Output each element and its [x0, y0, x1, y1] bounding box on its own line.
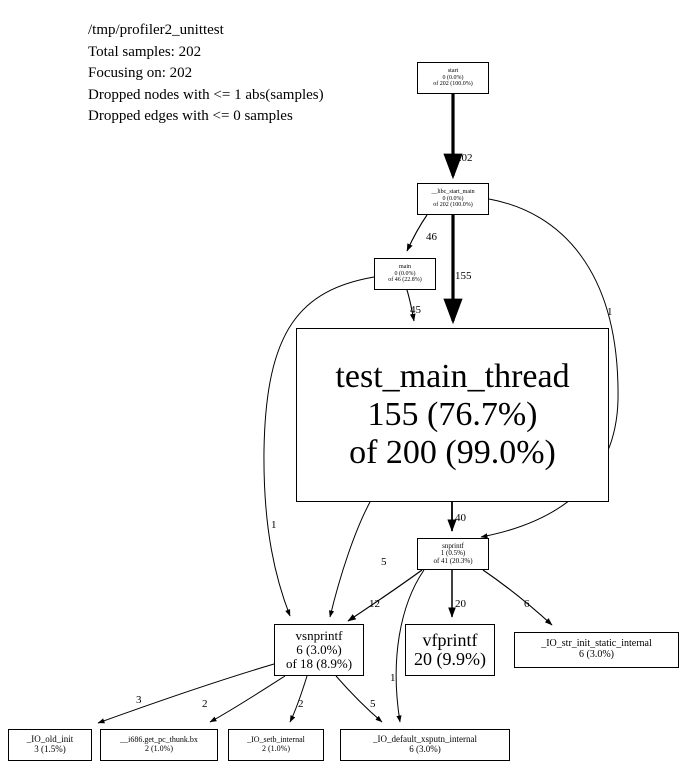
edge-label: 1 [390, 672, 396, 684]
node-vsnprintf[interactable] [274, 624, 364, 676]
node-label: snprintf [442, 541, 464, 550]
node-label: __i686.get_pc_thunk.bx [120, 735, 198, 745]
node-io-str-init-static-internal[interactable] [514, 632, 679, 668]
node-total: of 18 (8.9%) [285, 656, 353, 672]
node-self: 2 (1.0%) [145, 744, 173, 753]
node-io-setb-internal[interactable] [228, 729, 324, 761]
node-io-default-xsputn-internal[interactable] [340, 729, 510, 761]
header-line-total: Total samples: 202 [88, 43, 202, 60]
node-self: 2 (1.0%) [262, 744, 290, 753]
header-line-dropped-nodes: Dropped nodes with <= 1 abs(samples) [88, 86, 324, 103]
edge-label: 6 [524, 598, 530, 610]
header-line-dropped-edges: Dropped edges with <= 0 samples [88, 108, 293, 124]
node-vfprintf[interactable] [405, 624, 495, 676]
edge-label: 1 [271, 519, 277, 531]
node-self: 0 (0.0%) [442, 195, 464, 202]
node-self: 6 (3.0%) [579, 649, 614, 660]
node-self: 6 (3.0%) [296, 641, 342, 657]
edge-label: 40 [455, 512, 466, 524]
node-label: vsnprintf [295, 627, 343, 643]
node-self: 1 (0.5%) [440, 549, 466, 558]
node-label: _IO_default_xsputn_internal [373, 734, 477, 745]
node-label: __libc_start_main [431, 189, 475, 196]
node-label: main [399, 264, 411, 271]
edge-label: 155 [455, 270, 472, 282]
node-libc-start-main[interactable] [417, 183, 489, 215]
node-self: 3 (1.5%) [34, 744, 66, 754]
node-total: of 202 (100.0%) [433, 202, 473, 209]
node-main[interactable] [374, 258, 436, 290]
node-label: vfprintf [422, 629, 478, 650]
node-test-main-thread[interactable] [296, 328, 609, 502]
node-snprintf[interactable] [417, 538, 489, 570]
node-total: of 200 (99.0%) [349, 434, 556, 472]
node-start[interactable] [417, 62, 489, 94]
edge-label: 202 [456, 152, 473, 164]
edge-label: 1 [607, 306, 613, 318]
edge-label: 5 [381, 556, 387, 568]
header-line-path: /tmp/profiler2_unittest [88, 22, 224, 38]
node-self: 6 (3.0%) [409, 744, 441, 754]
node-total: of 46 (22.8%) [388, 277, 422, 284]
node-label: test_main_thread [335, 357, 570, 395]
edge-label: 20 [455, 598, 466, 610]
node-i686-get-pc-thunk-bx[interactable] [100, 729, 218, 761]
edge-label: 3 [136, 694, 142, 706]
header-line-focus: Focusing on: 202 [88, 65, 193, 81]
node-label: _IO_setb_internal [247, 735, 305, 745]
edge-label: 5 [370, 698, 376, 710]
node-self: 0 (0.0%) [442, 74, 464, 81]
edge-label: 46 [426, 231, 437, 243]
node-self: 155 (76.7%) [367, 395, 538, 433]
node-label: _IO_str_init_static_internal [541, 638, 652, 650]
edge-label: 45 [410, 304, 421, 316]
node-total: of 202 (100.0%) [433, 81, 473, 88]
node-label: start [447, 68, 459, 75]
edge-label: 2 [202, 698, 208, 710]
node-total: of 41 (20.3%) [433, 556, 473, 565]
node-self: 0 (0.0%) [394, 270, 416, 277]
node-label: _IO_old_init [26, 734, 74, 745]
node-self: 20 (9.9%) [414, 649, 486, 669]
edge-label: 2 [298, 698, 304, 710]
node-io-old-init[interactable] [8, 729, 92, 761]
edge-label: 12 [369, 598, 380, 610]
